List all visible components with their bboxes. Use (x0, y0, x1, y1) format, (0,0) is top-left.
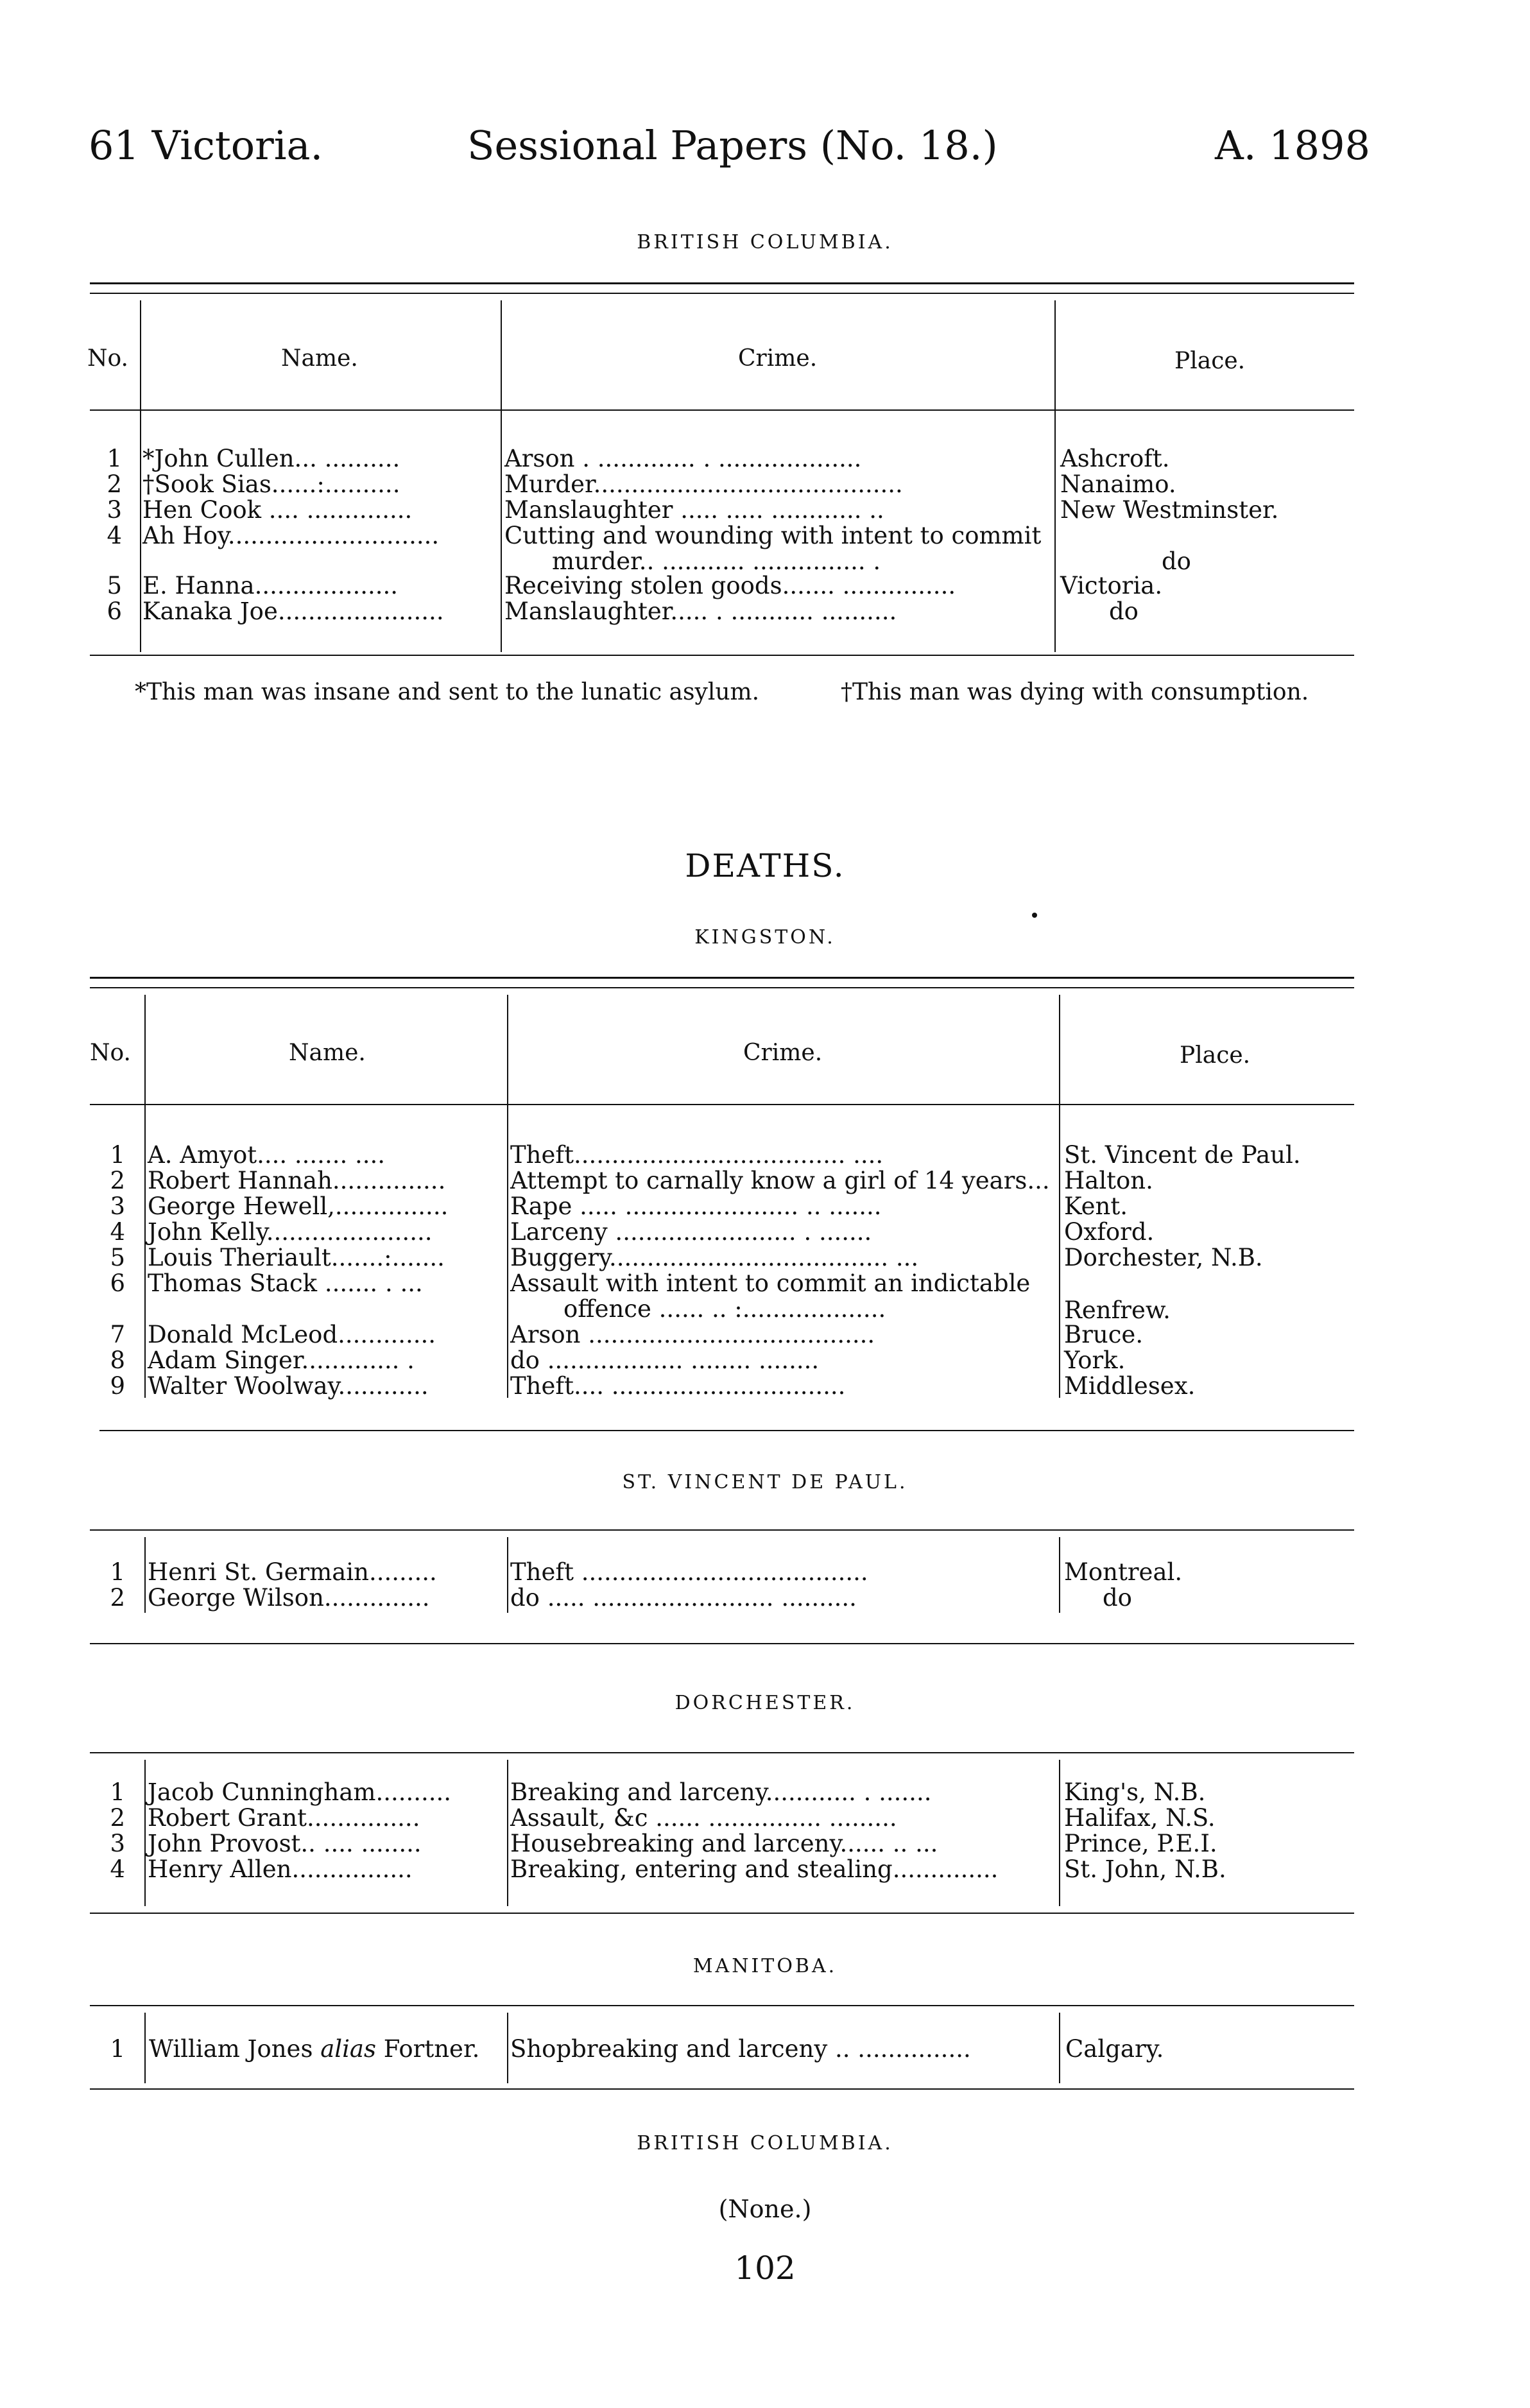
prisoner-name: Kanaka Joe...................... (142, 598, 444, 625)
header-year: A. 1898 (1215, 122, 1370, 169)
rule (90, 1643, 1354, 1644)
prisoner-name: George Hewell,............... (148, 1192, 449, 1220)
place: Prince, P.E.I. (1064, 1830, 1217, 1857)
column-header-place: Place. (1174, 348, 1246, 374)
column-header-name: Name. (289, 1040, 366, 1066)
column-header-crime: Crime. (738, 345, 818, 372)
place: Kent. (1064, 1192, 1128, 1220)
column-divider (507, 995, 508, 1398)
place: Oxford. (1064, 1218, 1155, 1246)
row-number: 3 (107, 496, 122, 524)
deaths-heading: DEATHS. (685, 847, 845, 884)
prisoner-name: Louis Theriault.......:....... (148, 1244, 445, 1271)
rule (90, 1529, 1354, 1531)
row-number: 1 (107, 445, 122, 472)
crime: Receiving stolen goods....... ............... (504, 572, 956, 599)
column-divider (507, 1760, 508, 1906)
crime: Arson . ............. . ................... (504, 445, 862, 472)
prisoner-name: Walter Woolway............ (148, 1372, 429, 1400)
prisoner-name: Robert Hannah............... (148, 1167, 446, 1194)
place: King's, N.B. (1064, 1778, 1206, 1806)
crime: Theft ...................................... (510, 1558, 868, 1586)
crime: Breaking, entering and stealing.............. (510, 1855, 999, 1883)
row-number: 1 (110, 1141, 125, 1169)
column-divider (140, 300, 141, 652)
row-number: 4 (110, 1855, 125, 1883)
section-british-columbia-top: BRITISH COLUMBIA. (637, 231, 893, 254)
crime: Theft.................................... .... (510, 1141, 884, 1169)
prisoner-name: Hen Cook .... .............. (142, 496, 413, 524)
place: Calgary. (1065, 2035, 1164, 2063)
crime: Breaking and larceny............ . ....... (510, 1778, 932, 1806)
prisoner-name: Henry Allen................ (148, 1855, 413, 1883)
crime-continuation: offence ...... .. :................... (563, 1295, 886, 1323)
row-number: 2 (107, 470, 122, 498)
row-number: 4 (110, 1218, 125, 1246)
rule (90, 2088, 1354, 2090)
place: Renfrew. (1064, 1296, 1171, 1324)
place: Dorchester, N.B. (1064, 1244, 1263, 1271)
column-divider (1059, 1760, 1060, 1906)
crime: do ..... ........................ .......... (510, 1584, 857, 1612)
column-divider (144, 2013, 146, 2083)
place: St. John, N.B. (1064, 1855, 1226, 1883)
section-kingston: KINGSTON. (694, 926, 836, 949)
rule (90, 977, 1354, 979)
speck (1032, 913, 1037, 918)
crime: Buggery..................................... ... (510, 1244, 919, 1271)
row-number: 1 (110, 1778, 125, 1806)
row-number: 5 (110, 1244, 125, 1271)
crime: Arson ...................................... (510, 1321, 875, 1348)
place: Halifax, N.S. (1064, 1804, 1216, 1832)
column-divider (1054, 300, 1056, 652)
place: Middlesex. (1064, 1372, 1196, 1400)
prisoner-name: Adam Singer............. . (148, 1346, 415, 1374)
rule (90, 409, 1354, 411)
crime: Housebreaking and larceny...... .. ... (510, 1830, 938, 1857)
row-number: 6 (107, 598, 122, 625)
rule (90, 1913, 1354, 1914)
column-header-no: No. (87, 345, 128, 372)
none-note: (None.) (718, 2195, 812, 2223)
row-number: 1 (110, 2035, 125, 2063)
row-number: 4 (107, 522, 122, 549)
prisoner-name: Donald McLeod............. (148, 1321, 436, 1348)
place: Halton. (1064, 1167, 1153, 1194)
place: St. Vincent de Paul. (1064, 1141, 1301, 1169)
rule (90, 282, 1354, 284)
crime: do .................. ........ ........ (510, 1346, 820, 1374)
row-number: 3 (110, 1192, 125, 1220)
crime-continuation: murder.. ........... ............... . (552, 547, 881, 575)
row-number: 9 (110, 1372, 125, 1400)
rule (90, 1752, 1354, 1753)
row-number: 5 (107, 572, 122, 599)
place: do (1109, 598, 1139, 625)
row-number: 2 (110, 1804, 125, 1832)
column-header-no: No. (90, 1040, 131, 1066)
prisoner-name: George Wilson.............. (148, 1584, 430, 1612)
row-number: 7 (110, 1321, 125, 1348)
crime: Rape ..... ....................... .. ....... (510, 1192, 882, 1220)
rule (90, 1104, 1354, 1105)
crime: Attempt to carnally know a girl of 14 years... (510, 1167, 1050, 1194)
crime: Manslaughter ..... ..... ............ .. (504, 496, 884, 524)
prisoner-name: *John Cullen... .......... (142, 445, 400, 472)
prisoner-name: A. Amyot.... ....... .... (148, 1141, 386, 1169)
prisoner-name: John Kelly...................... (148, 1218, 433, 1246)
place: Montreal. (1064, 1558, 1183, 1586)
column-divider (501, 300, 502, 652)
place: Ashcroft. (1060, 445, 1170, 472)
row-number: 3 (110, 1830, 125, 1857)
crime: Murder......................................... (504, 470, 903, 498)
prisoner-name (149, 2036, 479, 2062)
prisoner-name: †Sook Sias......:.......... (142, 470, 400, 498)
section-st-vincent: ST. VINCENT DE PAUL. (622, 1471, 908, 1493)
crime: Theft.... ............................... (510, 1372, 846, 1400)
place: Bruce. (1064, 1321, 1144, 1348)
header-title: Sessional Papers (No. 18.) (467, 122, 998, 169)
section-british-columbia-deaths: BRITISH COLUMBIA. (637, 2132, 893, 2154)
column-divider (507, 1537, 508, 1613)
section-manitoba: MANITOBA. (692, 1955, 838, 1977)
name-prefix: William Jones (149, 2035, 321, 2063)
section-dorchester: DORCHESTER. (675, 1692, 855, 1714)
rule (90, 2005, 1354, 2006)
footnote-consumption: †This man was dying with consumption. (841, 679, 1309, 705)
prisoner-name: John Provost.. .... ........ (148, 1830, 422, 1857)
name-suffix: Fortner. (375, 2035, 480, 2063)
header-volume: 61 Victoria. (89, 122, 323, 169)
column-header-name: Name. (281, 345, 358, 372)
row-number: 8 (110, 1346, 125, 1374)
crime: Larceny ........................ . ....... (510, 1218, 872, 1246)
place: do (1162, 547, 1191, 575)
crime: Cutting and wounding with intent to commit (504, 522, 1042, 549)
prisoner-name: Jacob Cunningham.......... (148, 1778, 452, 1806)
row-number: 2 (110, 1584, 125, 1612)
column-divider (1059, 995, 1060, 1398)
column-divider (144, 1760, 146, 1906)
place: New Westminster. (1060, 496, 1279, 524)
page-number: 102 (734, 2249, 796, 2287)
crime: Assault with intent to commit an indictable (510, 1269, 1031, 1297)
place: York. (1064, 1346, 1126, 1374)
place: Nanaimo. (1060, 470, 1176, 498)
column-divider (507, 2013, 508, 2083)
column-divider (1059, 1537, 1060, 1613)
column-header-crime: Crime. (743, 1040, 823, 1066)
row-number: 6 (110, 1269, 125, 1297)
rule (90, 655, 1354, 656)
crime: Manslaughter..... . ........... .......... (504, 598, 897, 625)
rule (90, 293, 1354, 294)
place: do (1103, 1584, 1132, 1612)
place: Victoria. (1060, 572, 1163, 599)
rule (90, 987, 1354, 988)
column-divider (144, 1537, 146, 1613)
prisoner-name: Ah Hoy............................ (142, 522, 440, 549)
row-number: 1 (110, 1558, 125, 1586)
prisoner-name: Henri St. Germain......... (148, 1558, 437, 1586)
name-alias: alias (320, 2035, 376, 2063)
prisoner-name: E. Hanna................... (142, 572, 399, 599)
rule (99, 1430, 1354, 1431)
footnote-insane: *This man was insane and sent to the lunatic asylum. (135, 679, 760, 705)
crime: Assault, &c ...... ............... ......... (510, 1804, 897, 1832)
column-divider (144, 995, 146, 1398)
column-divider (1059, 2013, 1060, 2083)
prisoner-name: Robert Grant............... (148, 1804, 420, 1832)
column-header-place: Place. (1180, 1042, 1251, 1069)
row-number: 2 (110, 1167, 125, 1194)
crime: Shopbreaking and larceny .. ............... (510, 2035, 971, 2063)
prisoner-name: Thomas Stack ....... . ... (148, 1269, 423, 1297)
